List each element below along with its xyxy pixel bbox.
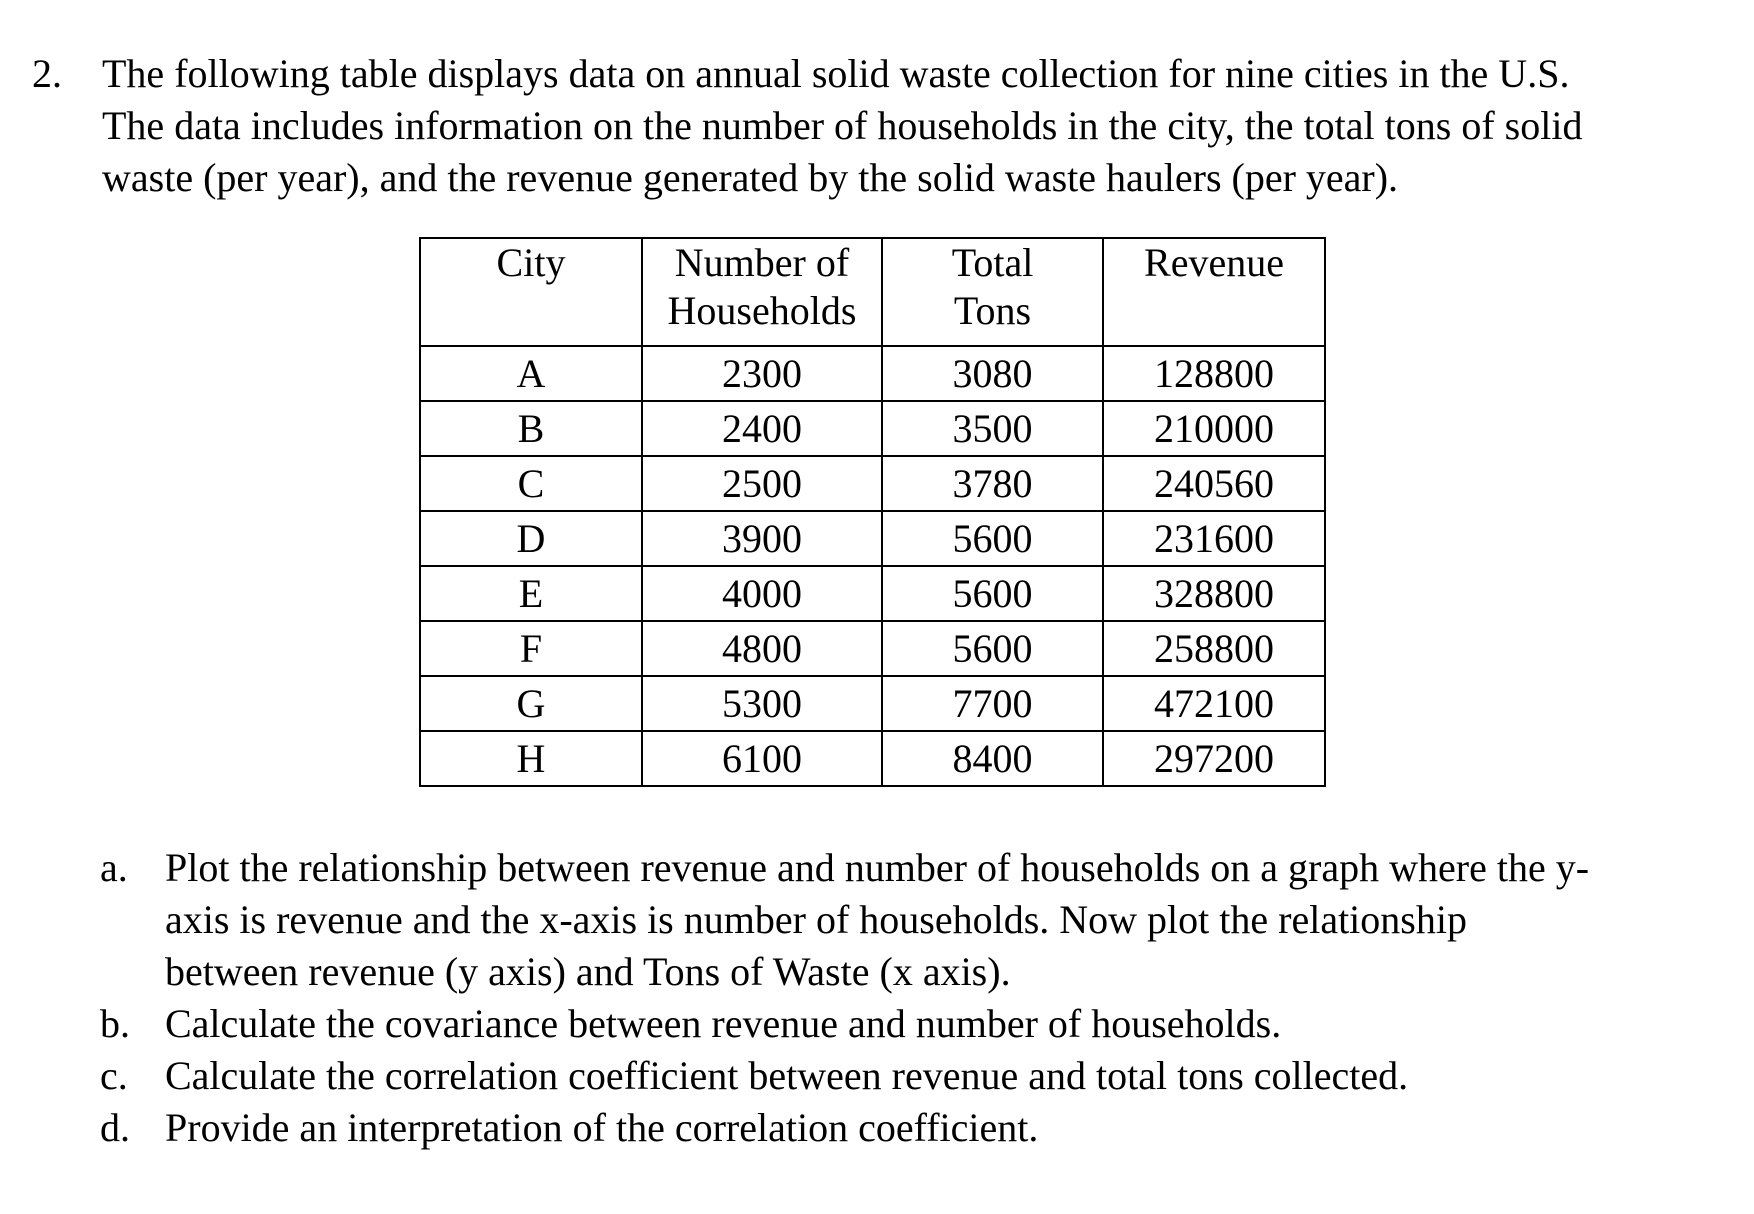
question-number: 2. <box>32 51 62 96</box>
cell-households: 4800 <box>642 621 882 676</box>
subpart-letter: d. <box>100 1105 130 1150</box>
cell-households: 4000 <box>642 566 882 621</box>
cell-revenue: 240560 <box>1103 456 1325 511</box>
subpart-letter: c. <box>100 1053 128 1098</box>
subpart-letter: a. <box>100 845 128 890</box>
table-row <box>420 401 1325 456</box>
table-header-row <box>420 238 1325 346</box>
subpart-text-line: axis is revenue and the x-axis is number of households. Now plot the relationship <box>165 897 1467 942</box>
subpart-text-line: Calculate the covariance between revenue and number of households. <box>165 1001 1282 1046</box>
waste-data-table <box>419 237 1326 787</box>
cell-households: 2300 <box>642 346 882 401</box>
header-city: City <box>420 238 642 346</box>
subpart-text <box>165 1050 1408 1102</box>
question-text-line: The following table displays data on annual solid waste collection for nine cities in the U.S. <box>102 51 1570 96</box>
cell-city: D <box>420 511 642 566</box>
table-row <box>420 621 1325 676</box>
cell-tons: 8400 <box>882 731 1103 786</box>
cell-households: 5300 <box>642 676 882 731</box>
cell-city: F <box>420 621 642 676</box>
table-row <box>420 676 1325 731</box>
question-text-line: The data includes information on the number of households in the city, the total tons of solid <box>102 103 1583 148</box>
cell-households: 2400 <box>642 401 882 456</box>
cell-tons: 5600 <box>882 621 1103 676</box>
cell-households: 2500 <box>642 456 882 511</box>
subpart-text-line: between revenue (y axis) and Tons of Waste (x axis). <box>165 949 1011 994</box>
header-households: Number of Households <box>642 238 882 346</box>
cell-city: B <box>420 401 642 456</box>
cell-city: G <box>420 676 642 731</box>
cell-revenue: 297200 <box>1103 731 1325 786</box>
table-row <box>420 346 1325 401</box>
cell-tons: 5600 <box>882 566 1103 621</box>
cell-tons: 5600 <box>882 511 1103 566</box>
header-revenue: Revenue <box>1103 238 1325 346</box>
subpart-text <box>165 998 1281 1050</box>
cell-city: C <box>420 456 642 511</box>
cell-city: E <box>420 566 642 621</box>
cell-revenue: 231600 <box>1103 511 1325 566</box>
subpart-letter: b. <box>100 1001 130 1046</box>
header-total-tons: Total Tons <box>882 238 1103 346</box>
cell-tons: 3780 <box>882 456 1103 511</box>
table-row <box>420 456 1325 511</box>
cell-households: 6100 <box>642 731 882 786</box>
cell-tons: 3500 <box>882 401 1103 456</box>
subpart-text-line: Calculate the correlation coefficient between revenue and total tons collected. <box>165 1053 1409 1098</box>
table-row <box>420 731 1325 786</box>
cell-revenue: 328800 <box>1103 566 1325 621</box>
cell-tons: 3080 <box>882 346 1103 401</box>
table-row <box>420 566 1325 621</box>
subpart-text-line: Plot the relationship between revenue and number of households on a graph where the y- <box>165 845 1590 890</box>
cell-tons: 7700 <box>882 676 1103 731</box>
subpart-text <box>165 1102 1038 1154</box>
cell-city: H <box>420 731 642 786</box>
cell-revenue: 472100 <box>1103 676 1325 731</box>
cell-revenue: 258800 <box>1103 621 1325 676</box>
subpart-text <box>165 842 1589 998</box>
question-text-line: waste (per year), and the revenue generated by the solid waste haulers (per year). <box>102 155 1399 200</box>
cell-households: 3900 <box>642 511 882 566</box>
subpart-text-line: Provide an interpretation of the correlation coefficient. <box>165 1105 1039 1150</box>
cell-revenue: 128800 <box>1103 346 1325 401</box>
cell-revenue: 210000 <box>1103 401 1325 456</box>
cell-city: A <box>420 346 642 401</box>
table-row <box>420 511 1325 566</box>
question-text <box>102 48 1732 204</box>
